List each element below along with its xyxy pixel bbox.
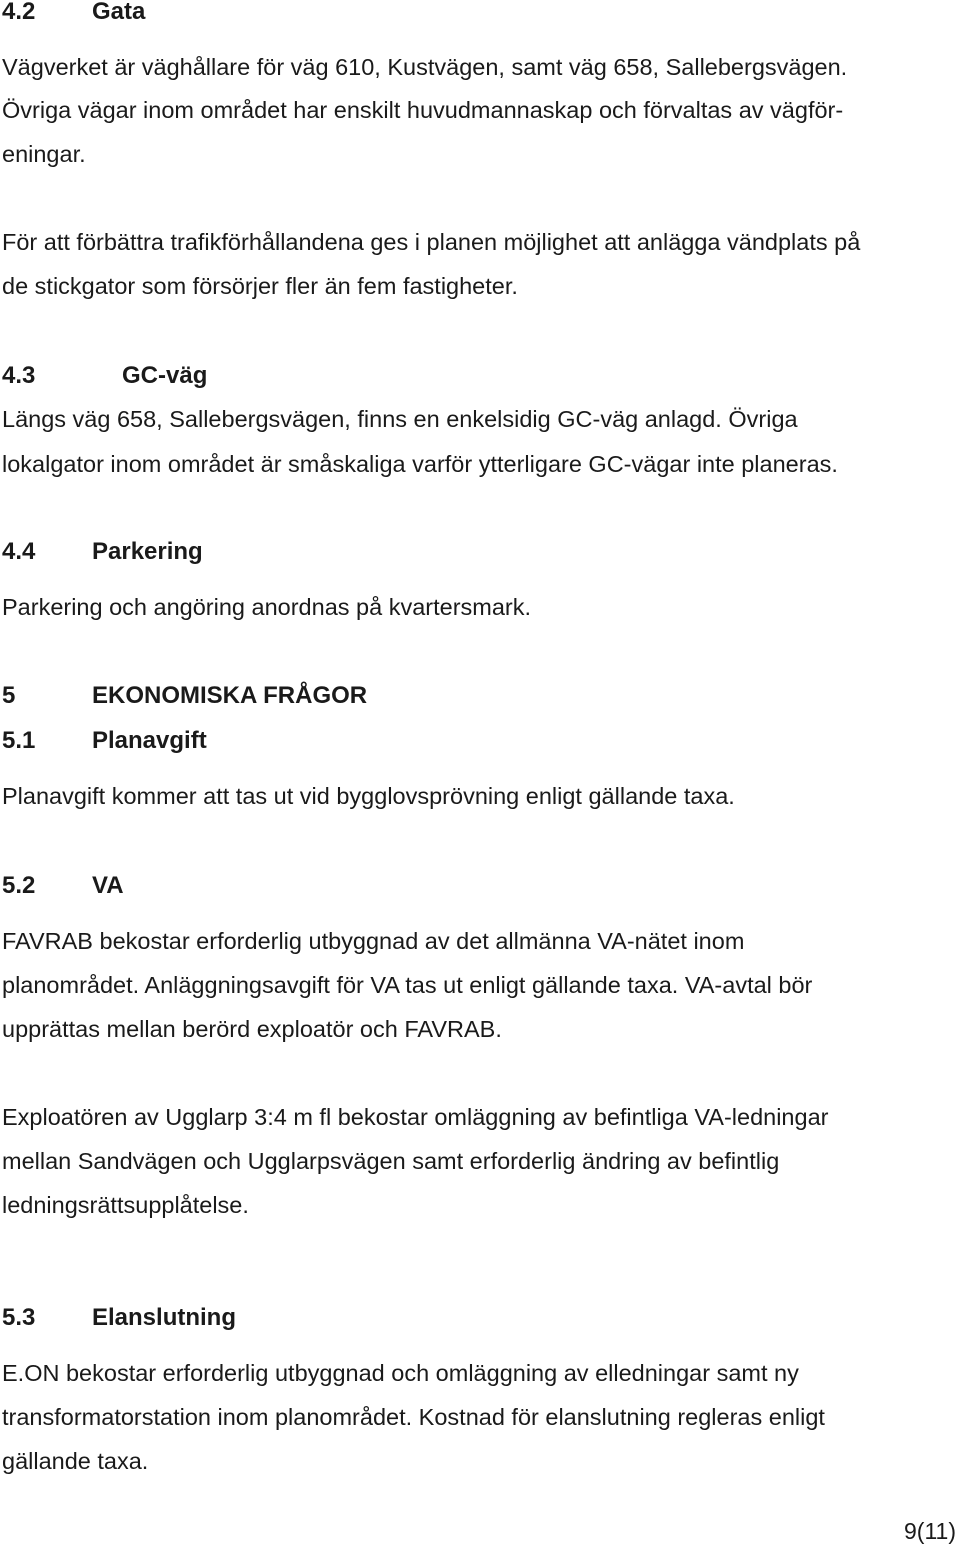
paragraph-line: Parkering och angöring anordnas på kvartersmark. xyxy=(2,594,532,620)
paragraph-line: FAVRAB bekostar erforderlig utbyggnad av det allmänna VA-nätet inom xyxy=(2,928,745,954)
heading-title: Elanslutning xyxy=(92,1304,236,1331)
heading-5-1 xyxy=(2,729,207,753)
heading-title: Planavgift xyxy=(92,727,207,754)
paragraph-line: Planavgift kommer att tas ut vid bygglovsprövning enligt gällande taxa. xyxy=(2,783,735,809)
heading-4-4 xyxy=(2,540,203,564)
heading-number: 5.1 xyxy=(2,727,36,754)
heading-number: 4.3 xyxy=(2,362,36,389)
paragraph-line: Övriga vägar inom området har enskilt huvudmannaskap och förvaltas av vägför- xyxy=(2,97,844,123)
heading-5 xyxy=(2,684,367,708)
paragraph-line: E.ON bekostar erforderlig utbyggnad och omläggning av elledningar samt ny xyxy=(2,1360,799,1386)
paragraph-line: ledningsrättsupplåtelse. xyxy=(2,1192,249,1218)
paragraph-line: de stickgator som försörjer fler än fem fastigheter. xyxy=(2,273,518,299)
paragraph-line: Vägverket är väghållare för väg 610, Kustvägen, samt väg 658, Sallebergsvägen. xyxy=(2,54,848,80)
heading-title: Parkering xyxy=(92,538,203,565)
heading-number: 5 xyxy=(2,682,16,709)
paragraph-line: För att förbättra trafikförhållandena ges i planen möjlighet att anlägga vändplats på xyxy=(2,229,861,255)
heading-number: 4.4 xyxy=(2,538,36,565)
heading-title: VA xyxy=(92,872,124,899)
heading-number: 5.3 xyxy=(2,1304,36,1331)
paragraph-line: gällande taxa. xyxy=(2,1448,149,1474)
heading-5-3 xyxy=(2,1306,236,1330)
heading-4-2 xyxy=(2,0,145,24)
heading-number: 5.2 xyxy=(2,872,36,899)
paragraph-line: transformatorstation inom planområdet. Kostnad för elanslutning regleras enligt xyxy=(2,1404,825,1430)
page-number: 9(11) xyxy=(904,1518,956,1544)
heading-number: 4.2 xyxy=(2,0,36,25)
paragraph-line: eningar. xyxy=(2,141,86,167)
paragraph-line: planområdet. Anläggningsavgift för VA tas ut enligt gällande taxa. VA-avtal bör xyxy=(2,972,813,998)
heading-title: Gata xyxy=(92,0,146,25)
paragraph-line: Längs väg 658, Sallebergsvägen, finns en enkelsidig GC-väg anlagd. Övriga xyxy=(2,406,798,432)
heading-title: GC-väg xyxy=(122,362,208,389)
heading-5-2 xyxy=(2,874,124,898)
paragraph-line: upprättas mellan berörd exploatör och FAVRAB. xyxy=(2,1016,502,1042)
paragraph-line: lokalgator inom området är småskaliga varför ytterligare GC-vägar inte planeras. xyxy=(2,451,838,477)
heading-4-3 xyxy=(2,364,207,388)
heading-title: EKONOMISKA FRÅGOR xyxy=(92,682,368,709)
paragraph-line: mellan Sandvägen och Ugglarpsvägen samt erforderlig ändring av befintlig xyxy=(2,1148,780,1174)
paragraph-line: Exploatören av Ugglarp 3:4 m fl bekostar omläggning av befintliga VA-ledningar xyxy=(2,1104,829,1130)
